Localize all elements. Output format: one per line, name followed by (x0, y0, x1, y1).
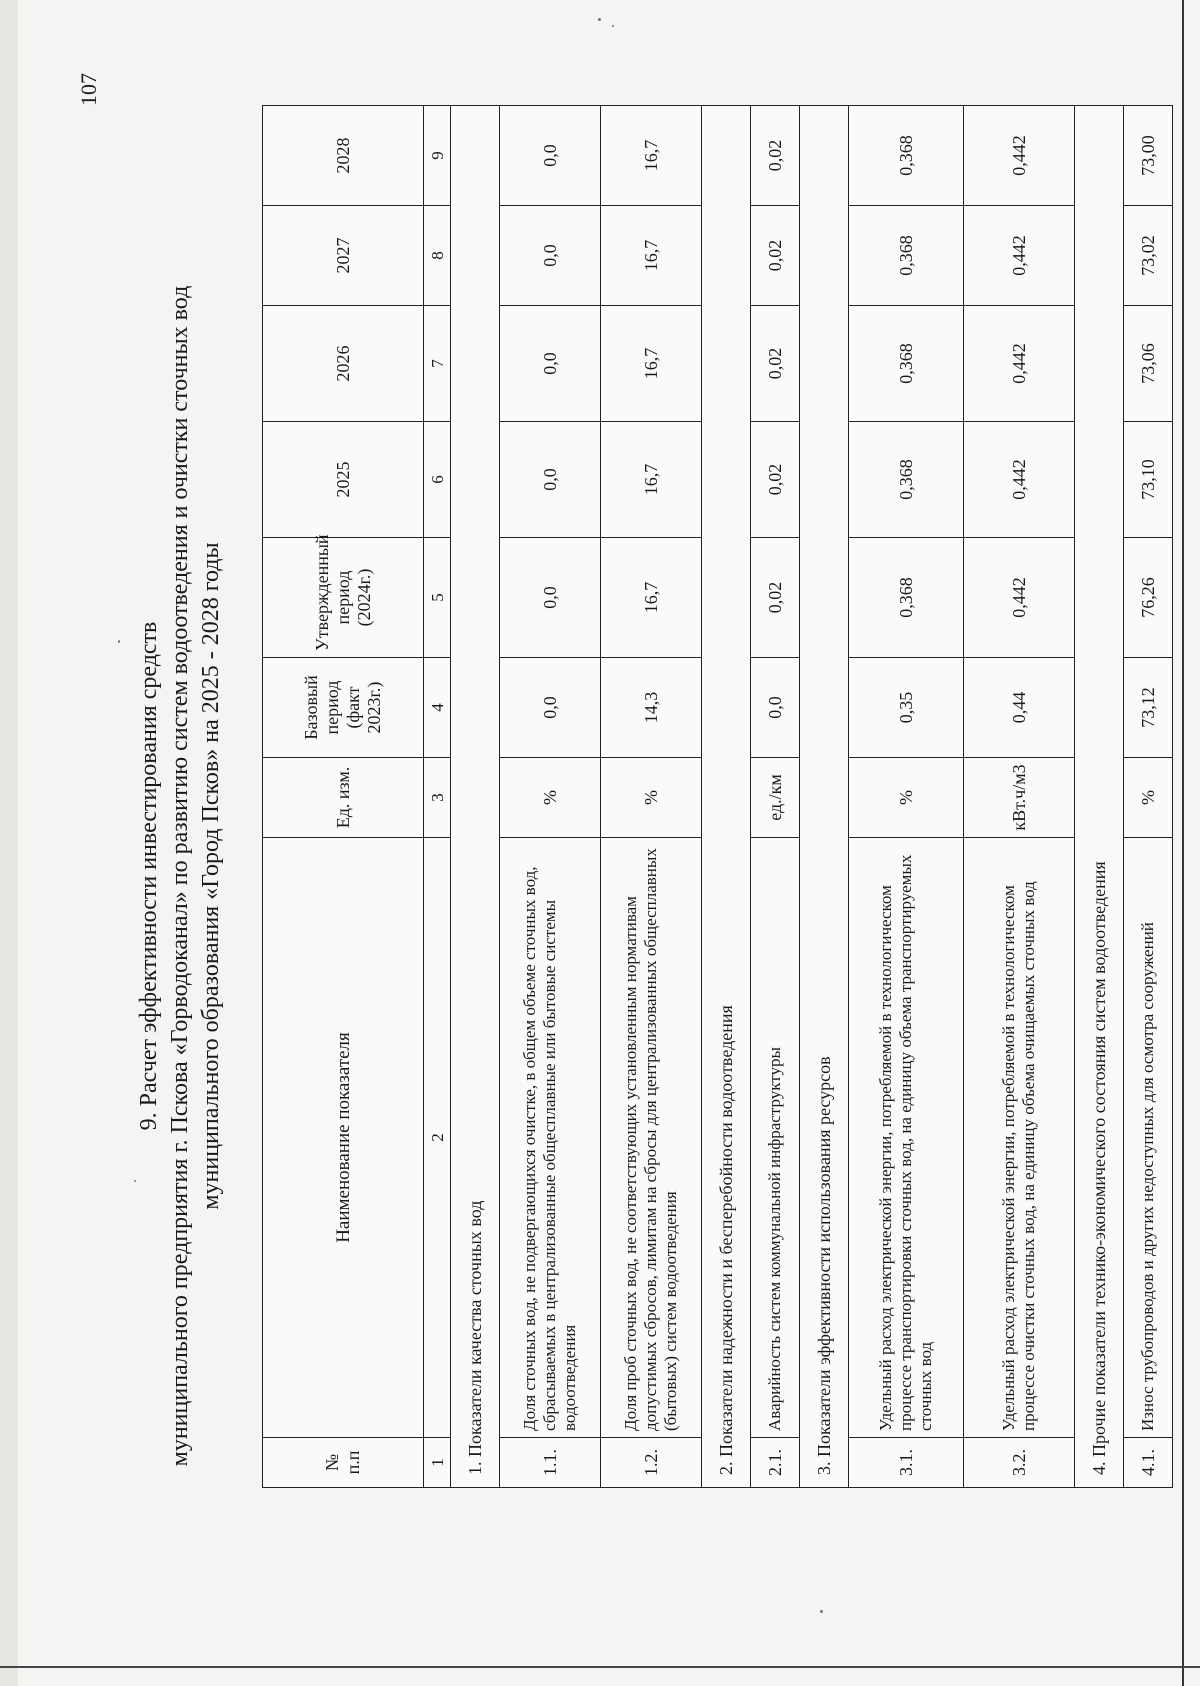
value-cell: 0,442 (964, 422, 1075, 538)
row-num: 1.1. (500, 1438, 601, 1488)
value-cell: 16,7 (601, 306, 702, 422)
indicator-name: Удельный расход электрической энергии, потребляемой в технологическом процессе транспортировки сточных вод, на единицу объема транспортируемых сточных вод (849, 838, 964, 1438)
table-row (751, 106, 800, 1488)
section-title: 4. Прочие показатели технико-экономического состояния систем водоотведения (1075, 106, 1124, 1488)
page-number: 107 (76, 73, 101, 106)
value-cell: 16,7 (601, 106, 702, 206)
header-name: Наименование показателя (263, 838, 424, 1438)
value-cell: 0,368 (849, 106, 964, 206)
value-cell: 0,02 (751, 538, 800, 658)
value-cell: 0,0 (500, 422, 601, 538)
value-cell: 0,368 (849, 422, 964, 538)
column-numbers-row (424, 106, 451, 1488)
section-row (1075, 106, 1124, 1488)
col-number: 7 (424, 306, 451, 422)
section-title: 1. Показатели качества сточных вод (451, 106, 500, 1488)
header-approved: Утвержденный период (2024г.) (263, 538, 424, 658)
value-cell: 0,0 (500, 306, 601, 422)
title-line-1: 9. Расчет эффективности инвестирования средств (136, 621, 162, 1131)
table-row (500, 106, 601, 1488)
unit-cell: кВт.ч/м3 (964, 758, 1075, 838)
value-cell: 0,02 (751, 306, 800, 422)
value-cell: 0,442 (964, 106, 1075, 206)
value-cell: 0,02 (751, 106, 800, 206)
header-unit: Ед. изм. (263, 758, 424, 838)
value-cell: 0,368 (849, 306, 964, 422)
value-cell: 0,442 (964, 538, 1075, 658)
value-cell: 16,7 (601, 538, 702, 658)
value-cell: 0,0 (500, 106, 601, 206)
header-row (263, 106, 424, 1488)
value-cell: 76,26 (1124, 538, 1173, 658)
table-row (849, 106, 964, 1488)
value-cell: 14,3 (601, 658, 702, 758)
header-num: № п.п (263, 1438, 424, 1488)
table-row (1124, 106, 1173, 1488)
value-cell: 0,0 (751, 658, 800, 758)
row-num: 1.2. (601, 1438, 702, 1488)
value-cell: 73,00 (1124, 106, 1173, 206)
section-row (800, 106, 849, 1488)
value-cell: 0,44 (964, 658, 1075, 758)
unit-cell: ед./км (751, 758, 800, 838)
indicator-name: Доля сточных вод, не подвергающихся очистке, в общем объеме сточных вод, сбрасываемых в централизованные общесплавные или бытовые системы водоотведения (500, 838, 601, 1438)
col-number: 1 (424, 1438, 451, 1488)
col-number: 5 (424, 538, 451, 658)
unit-cell: % (849, 758, 964, 838)
section-row (451, 106, 500, 1488)
unit-cell: % (601, 758, 702, 838)
header-base: Базовый период (факт 2023г.) (263, 658, 424, 758)
row-num: 2.1. (751, 1438, 800, 1488)
indicator-name: Износ трубопроводов и других недоступных для осмотра сооружений (1124, 838, 1173, 1438)
value-cell: 0,442 (964, 306, 1075, 422)
table-row (964, 106, 1075, 1488)
value-cell: 0,368 (849, 206, 964, 306)
unit-cell: % (1124, 758, 1173, 838)
col-number: 9 (424, 106, 451, 206)
value-cell: 0,442 (964, 206, 1075, 306)
value-cell: 0,35 (849, 658, 964, 758)
header-2028: 2028 (263, 106, 424, 206)
col-number: 4 (424, 658, 451, 758)
value-cell: 0,368 (849, 538, 964, 658)
section-title: 3. Показатели эффективности использования ресурсов (800, 106, 849, 1488)
value-cell: 73,06 (1124, 306, 1173, 422)
value-cell: 0,02 (751, 422, 800, 538)
indicator-name: Удельный расход электрической энергии, потребляемой в технологическом процессе очистки сточных вод, на единицу объема очищаемых сточных вод (964, 838, 1075, 1438)
header-2026: 2026 (263, 306, 424, 422)
section-row (702, 106, 751, 1488)
col-number: 8 (424, 206, 451, 306)
table-row (601, 106, 702, 1488)
col-number: 3 (424, 758, 451, 838)
row-num: 3.1. (849, 1438, 964, 1488)
row-num: 3.2. (964, 1438, 1075, 1488)
header-2027: 2027 (263, 206, 424, 306)
document-title (134, 186, 227, 1566)
value-cell: 0,0 (500, 658, 601, 758)
value-cell: 73,12 (1124, 658, 1173, 758)
unit-cell: % (500, 758, 601, 838)
header-2025: 2025 (263, 422, 424, 538)
value-cell: 73,02 (1124, 206, 1173, 306)
col-number: 2 (424, 838, 451, 1438)
indicator-name: Доля проб сточных вод, не соответствующих установленным нормативам допустимых сбросов, лимитам на сбросы для централизованных общесплавных (бытовых) систем водоотведения (601, 838, 702, 1438)
value-cell: 16,7 (601, 206, 702, 306)
row-num: 4.1. (1124, 1438, 1173, 1488)
value-cell: 0,02 (751, 206, 800, 306)
title-line-2: муниципального предприятия г. Пскова «Горводоканал» по развитию систем водоотведения и очистки сточных вод (167, 285, 193, 1467)
indicator-name: Аварийность систем коммунальной инфраструктуры (751, 838, 800, 1438)
value-cell: 16,7 (601, 422, 702, 538)
value-cell: 73,10 (1124, 422, 1173, 538)
indicators-table (262, 105, 1173, 1488)
value-cell: 0,0 (500, 538, 601, 658)
col-number: 6 (424, 422, 451, 538)
section-title: 2. Показатели надежности и бесперебойности водоотведения (702, 106, 751, 1488)
value-cell: 0,0 (500, 206, 601, 306)
title-line-3: муниципального образования «Город Псков» на 2025 - 2028 годы (198, 542, 224, 1210)
